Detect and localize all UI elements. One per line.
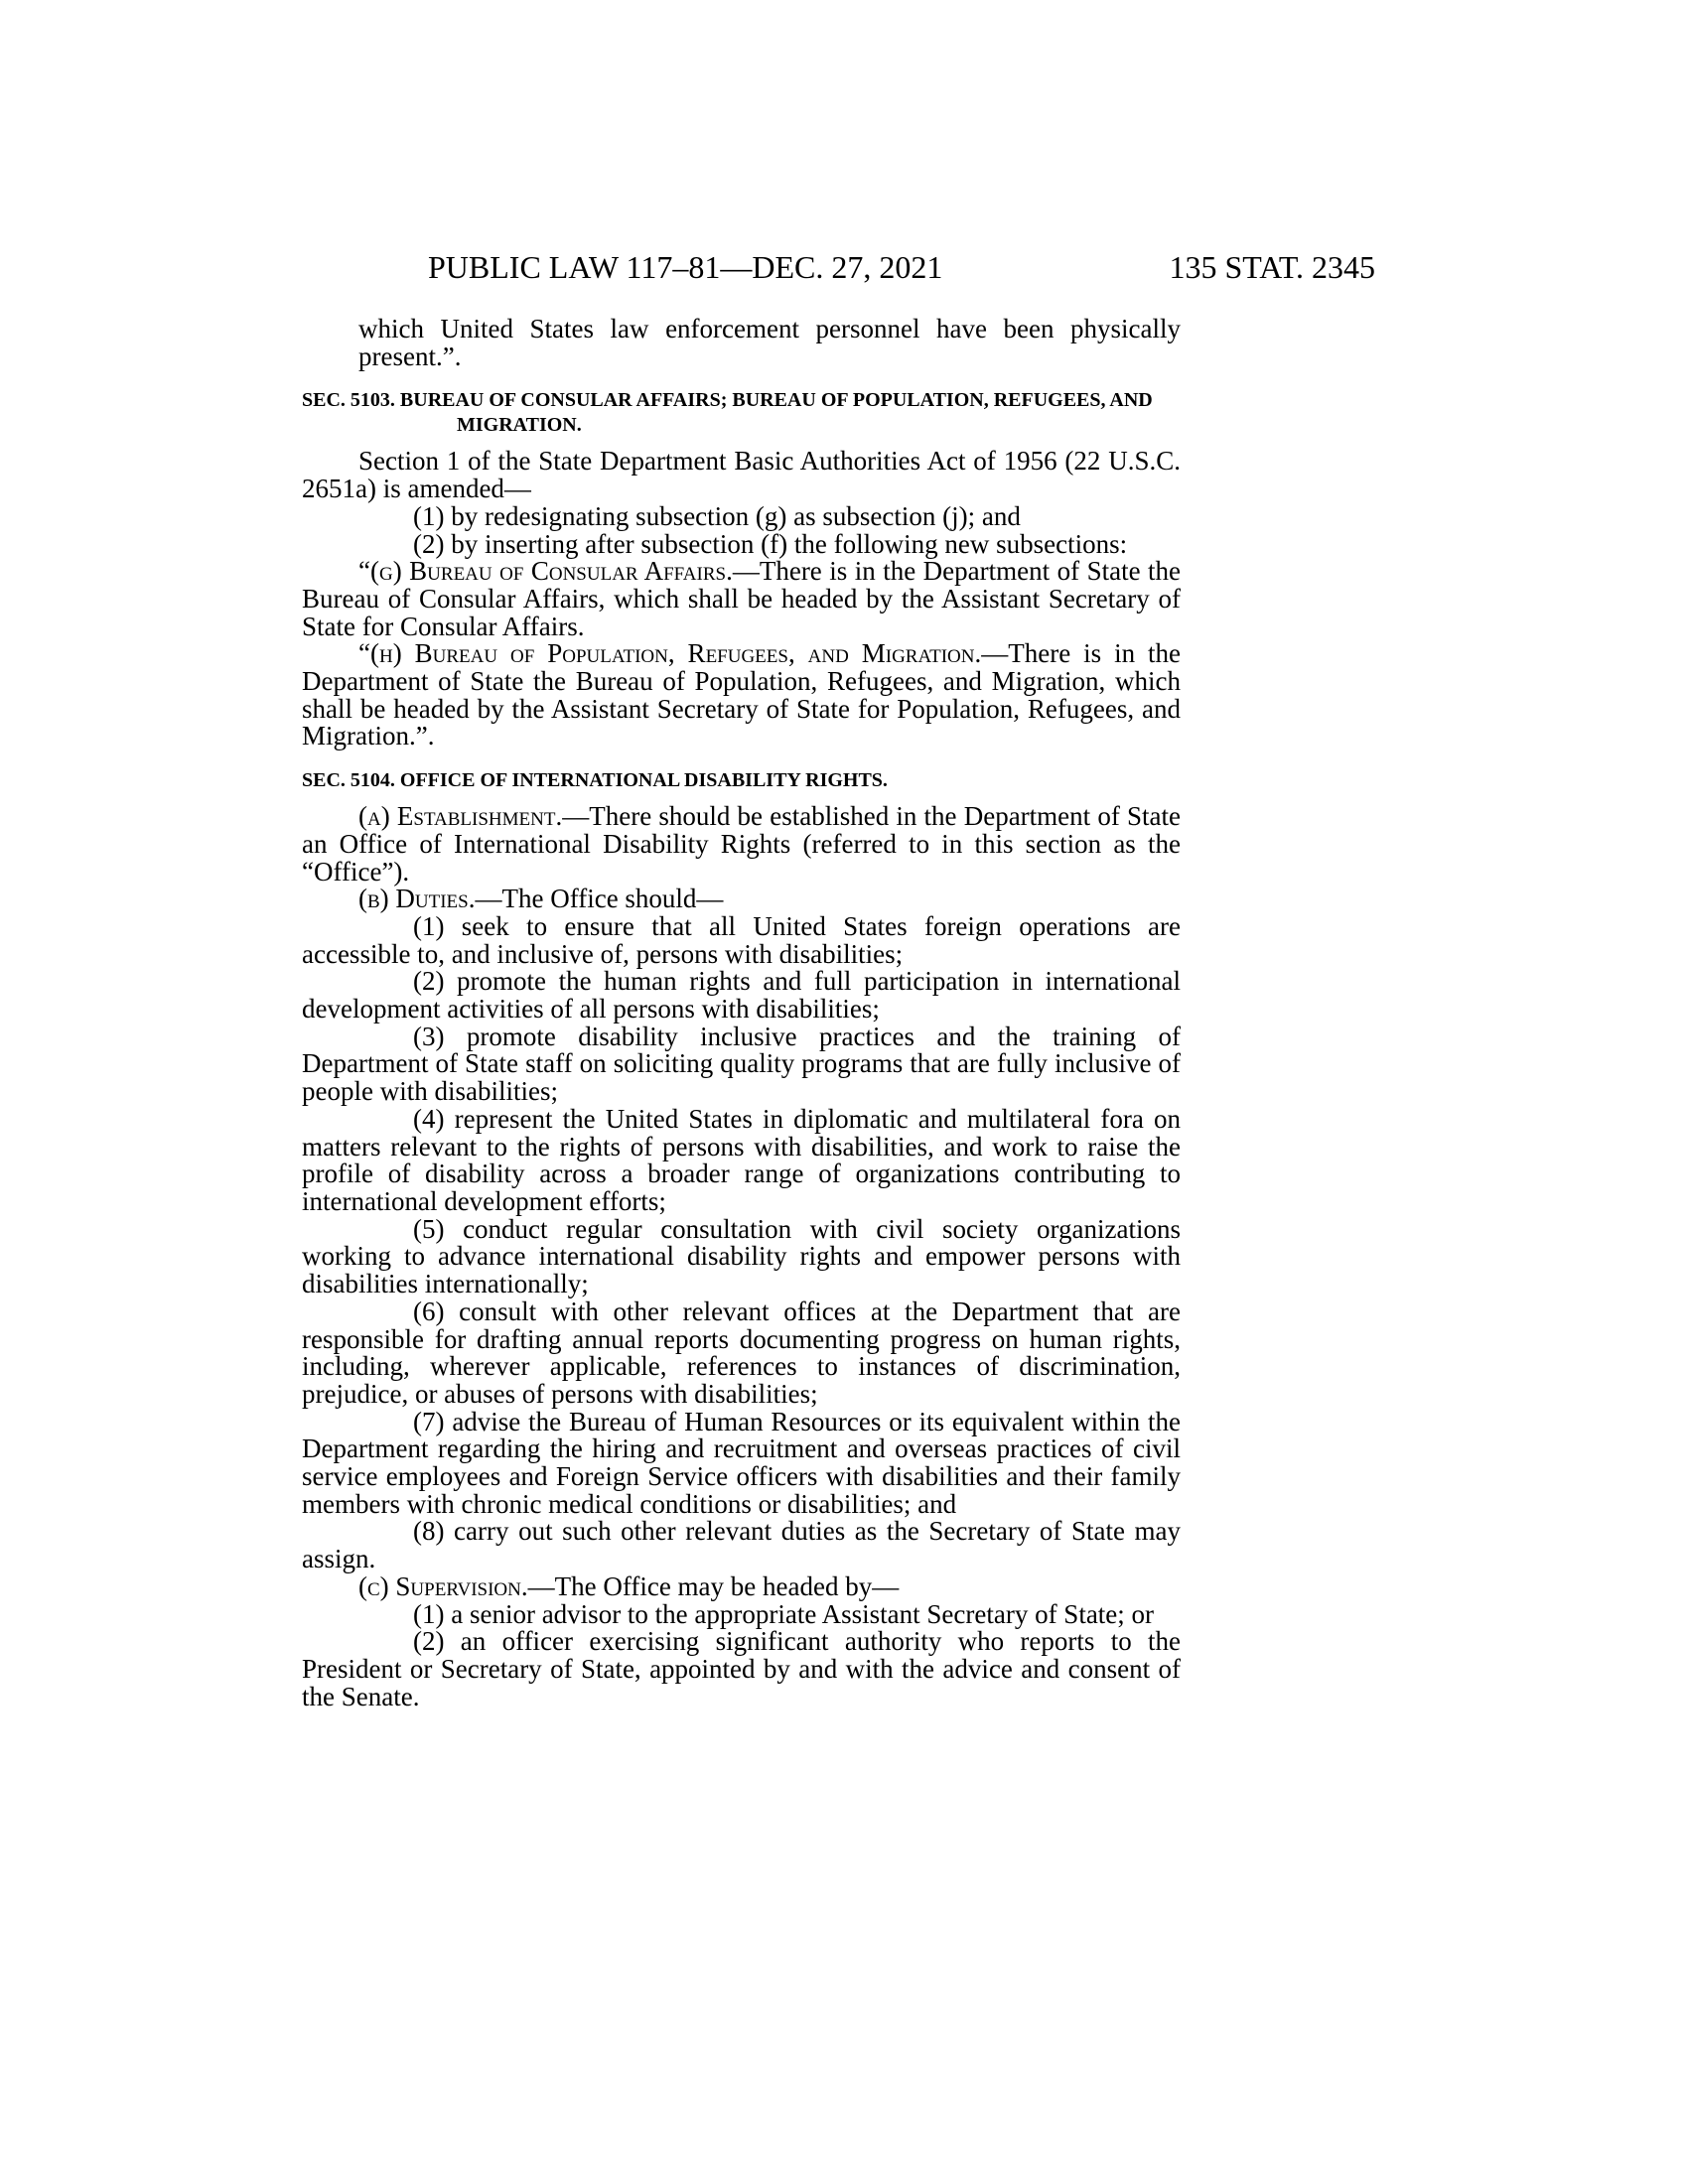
paragraph-establishment (302, 803, 1181, 886)
supervision-item-1: (1) a senior advisor to the appropriate Assistant Secretary of State; or (413, 1598, 1155, 1629)
paragraph-subsection-h (302, 640, 1181, 751)
paragraph-supervision (302, 1570, 1181, 1601)
paragraph-amendment-2: (2) by inserting after subsection (f) the following new subsections: (413, 528, 1128, 559)
duty-item-7: (7) advise the Bureau of Human Resources or its equivalent within the Department regarding the hiring and recruitment and overseas practices of civil service employees and Foreign Service officers with disabilities and their family members with chronic medical conditions or disabilities; and (302, 1406, 1181, 1519)
duty-item-1: (1) seek to ensure that all United States foreign operations are accessible to, and inclusive of, persons with disabilities; (302, 910, 1181, 969)
duty-item-8: (8) carry out such other relevant duties as the Secretary of State may assign. (302, 1516, 1181, 1574)
paragraph-amendment-intro: Section 1 of the State Department Basic Authorities Act of 1956 (22 U.S.C. 2651a) is amended— (302, 446, 1181, 504)
section-heading-5104: SEC. 5104. OFFICE OF INTERNATIONAL DISABILITY RIGHTS. (302, 769, 888, 792)
supervision-heading: (c) Supervision. (358, 1570, 528, 1601)
supervision-item-2: (2) an officer exercising significant authority who reports to the President or Secretary of State, appointed by and with the advice and consent of the Senate. (302, 1626, 1181, 1711)
paragraph-continuation: which United States law enforcement personnel have been physically present.”. (358, 314, 1181, 371)
establishment-text: —There should be established in the Department of State an Office of International Disability Rights (referred to in this section as the “Office”). (302, 801, 1182, 887)
subsection-g-heading: “(g) Bureau of Consular Affairs. (358, 556, 733, 587)
duty-item-5: (5) conduct regular consultation with civil society organizations working to advance international disability rights and empower persons with disabilities internationally; (302, 1213, 1181, 1299)
subsection-h-text: —There is in the Department of State the Bureau of Population, Refugees, and Migration, which shall be headed by the Assistant Secretary of State for Population, Refugees, and Migration.”. (302, 638, 1181, 751)
establishment-heading: (a) Establishment. (358, 801, 563, 832)
section-heading-5103: SEC. 5103. BUREAU OF CONSULAR AFFAIRS; BUREAU OF POPULATION, REFUGEES, AND MIGRATION. (302, 389, 1153, 437)
paragraph-duties (302, 886, 1181, 913)
header-title: PUBLIC LAW 117–81—DEC. 27, 2021 (428, 249, 943, 285)
duty-item-3: (3) promote disability inclusive practices and the training of Department of State staff on soliciting quality programs that are fully inclusive of people with disabilities; (302, 1021, 1181, 1107)
duty-item-6: (6) consult with other relevant offices at the Department that are responsible for drafting annual reports documenting progress on human rights, including, wherever applicable, references to instances of discrimination, prejudice, or abuses of persons with disabilities; (302, 1296, 1181, 1409)
header-stat-page: 135 STAT. 2345 (1169, 249, 1375, 285)
duties-heading: (b) Duties. (358, 884, 476, 914)
running-header (0, 246, 1375, 288)
paragraph-subsection-g (302, 558, 1181, 640)
duty-item-4: (4) represent the United States in diplomatic and multilateral fora on matters relevant to the rights of persons with disabilities, and work to raise the profile of disability across a broader range of organizations contributing to international development efforts; (302, 1103, 1181, 1216)
paragraph-amendment-1: (1) by redesignating subsection (g) as subsection (j); and (413, 500, 1021, 531)
subsection-h-heading: “(h) Bureau of Population, Refugees, and Migration. (358, 638, 982, 669)
duties-text: —The Office should— (475, 884, 724, 914)
duty-item-2: (2) promote the human rights and full participation in international development activities of all persons with disabilities; (302, 966, 1181, 1024)
subsection-g-text: —There is in the Department of State the Bureau of Consular Affairs, which shall be headed by the Assistant Secretary of State for Consular Affairs. (302, 556, 1182, 641)
supervision-text: —The Office may be headed by— (527, 1570, 900, 1601)
page-body (302, 316, 1181, 1710)
